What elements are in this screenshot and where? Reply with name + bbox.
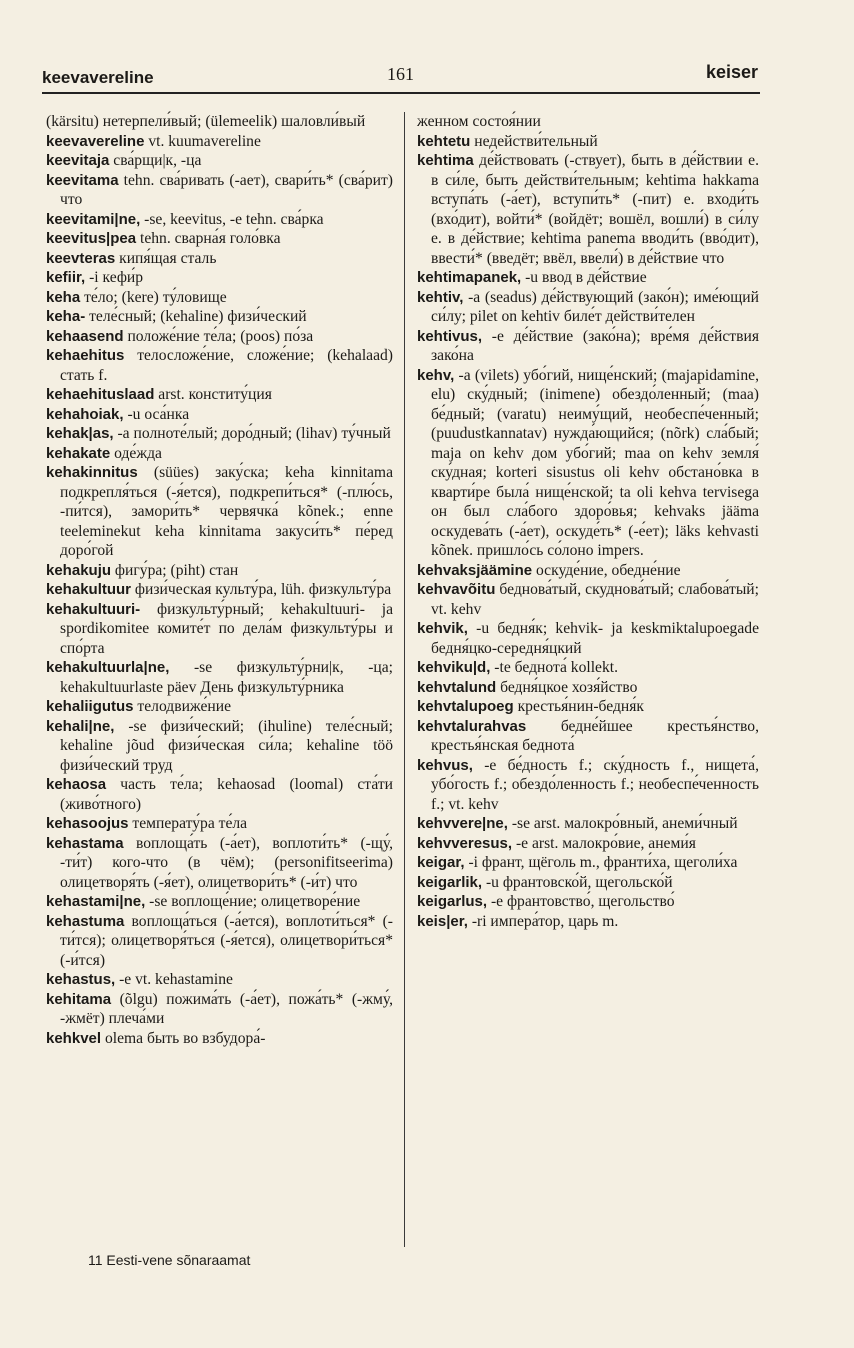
- headword: keevitami|ne,: [46, 210, 141, 228]
- headword: keigar,: [417, 854, 465, 871]
- headword: kehvavõitu: [417, 581, 496, 598]
- entry: kehkvel olema быть во взбудора́-: [46, 1029, 266, 1047]
- entry: kehvveresus, -e arst. малокро́вие, анеми́я: [417, 834, 696, 852]
- entry: keevitami|ne, -se, keevitus, -e tehn. сва́рка: [46, 210, 324, 228]
- headword: kehvaksjäämine: [417, 561, 533, 579]
- entry: keigarlik, -u франтовско́й, щегольско́й: [417, 873, 673, 891]
- entry: keha- теле́сный; (kehaline) физи́ческий: [46, 308, 307, 325]
- entry: женном состоя́нии: [417, 113, 541, 130]
- page-number: 161: [387, 64, 414, 84]
- entry: keevavereline vt. kuumavereline: [46, 132, 261, 150]
- headword: kehitama: [46, 990, 112, 1008]
- entry: keevitaja сва́рщи|к, -ца: [46, 152, 202, 169]
- headword: kehahoiak,: [46, 405, 124, 423]
- entry: keis|er, -ri импера́тор, царь m.: [417, 912, 619, 930]
- entry: kehitama (õlgu) пожима́ть (-а́ет), пожа́ть* (-жму́, -жмёт) плеча́ми: [46, 990, 393, 1027]
- headword: keigarlik,: [417, 873, 483, 891]
- entry: kehak|as, -a полноте́лый; доро́дный; (lihav) ту́чный: [46, 425, 391, 442]
- headword: kehaehituslaad: [46, 386, 155, 403]
- headword: keevteras: [46, 249, 116, 267]
- headword: kehvtalurahvas: [417, 717, 527, 735]
- entry: kehastuma воплоща́ться (-а́ется), воплоти́ться* (-ти́тся); олицетворя́ться (-я́ется), олицетвори́ться* (-и́тся): [46, 912, 393, 969]
- headword: keha-: [46, 308, 86, 325]
- entry: kehvus, -e бе́дность f.; ску́дность f., нищета́, убо́гость f.; обездо́ленность f.; необеспе́ченность f.; vt. kehv: [417, 756, 759, 813]
- entry: kehvik, -u бедня́к; kehvik- ja keskmiktalupoegade бедня́цко-середня́цкий: [417, 620, 759, 657]
- headword: kehvus,: [417, 756, 473, 774]
- headword: kehvtalupoeg: [417, 698, 514, 715]
- headword: keevitama: [46, 171, 119, 189]
- headword: kehviku|d,: [417, 659, 491, 676]
- entry: kehakate оде́жда: [46, 444, 162, 462]
- headword: kehakate: [46, 444, 111, 462]
- left-column: [46, 112, 393, 1048]
- page-footer: 11 Eesti-vene sõnaraamat: [88, 1252, 251, 1268]
- entry: kehahoiak, -u оса́нка: [46, 405, 190, 423]
- entry: kehakultuuri- физкульту́рный; kehakultuuri- ja spordikomitee комите́т по дела́м физкульту́ры и спо́рта: [46, 600, 393, 657]
- headword: kehvtalund: [417, 678, 497, 696]
- headword: keevitaja: [46, 152, 110, 169]
- headword: kehvvere|ne,: [417, 815, 508, 832]
- entry: kehtiv, -a (seadus) де́йствующий (зако́н); име́ющий си́лу; pilet on kehtiv биле́т действи́телен: [417, 288, 759, 325]
- right-column: [417, 112, 759, 931]
- entry: keevteras кипя́щая сталь: [46, 249, 217, 267]
- headword: kehali|ne,: [46, 717, 115, 735]
- entry: kehastus, -e vt. kehastamine: [46, 971, 233, 988]
- headword: kehv,: [417, 366, 455, 384]
- entry: kehvtalurahvas бедне́йшее крестья́нство, крестья́нская беднота́: [417, 717, 759, 754]
- headword: kehak|as,: [46, 425, 114, 442]
- entry: kehaosa часть те́ла; kehaosad (loomal) ста́ти (живо́тного): [46, 776, 393, 813]
- headword: kehastuma: [46, 912, 125, 930]
- entry: kehaliigutus телодвиже́ние: [46, 698, 232, 715]
- entry: keevitama tehn. сва́ривать (-ает), свари́ть* (сва́рит) что: [46, 171, 393, 208]
- headword: kehtetu: [417, 132, 471, 150]
- headword: kehtimapanek,: [417, 269, 522, 286]
- headword: kehakultuuri-: [46, 600, 141, 618]
- headword: kehasoojus: [46, 815, 129, 832]
- page-header: [42, 58, 760, 94]
- headword: kehastami|ne,: [46, 893, 146, 910]
- headword: kehvveresus,: [417, 834, 513, 852]
- entry: kehtimapanek, -u ввод в де́йствие: [417, 269, 647, 286]
- headword: keigarlus,: [417, 893, 488, 910]
- headword: kehtima: [417, 152, 474, 169]
- entry: kehastami|ne, -se воплоще́ние; олицетворе́ние: [46, 893, 361, 910]
- entry: kehakinnitus (süües) заку́ска; keha kinnitama подкрепля́ться (-я́ется), подкрепи́ться* (-плю́сь, -пи́тся), замори́ть* червячка́ kõnek.; enne teeleminekut keha kinnitama закуси́ть* пе́ред доро́гой: [46, 464, 393, 559]
- entry: kehakultuur физи́ческая культу́ра, lüh. физкульту́ра: [46, 581, 392, 598]
- headword: kefiir,: [46, 269, 86, 286]
- entry: keigarlus, -e франтовство́, щегольство́: [417, 893, 675, 910]
- headword: kehaosa: [46, 776, 107, 793]
- headword: kehkvel: [46, 1029, 102, 1047]
- entry: kehaasend положе́ние те́ла; (poos) по́за: [46, 327, 314, 345]
- column-divider: [404, 112, 405, 1247]
- entry: kehaehituslaad arst. конститу́ция: [46, 386, 272, 403]
- entry: kehvtalund бедня́цкое хозя́йство: [417, 678, 638, 696]
- entry: (kärsitu) нетерпели́вый; (ülemeelik) шаловли́вый: [46, 113, 366, 130]
- entry: kehakuju фигу́ра; (piht) стан: [46, 561, 239, 579]
- headword: kehastus,: [46, 971, 116, 988]
- headword: kehakultuurla|ne,: [46, 659, 170, 676]
- entry: keha те́ло; (kere) ту́ловище: [46, 288, 227, 306]
- headword: kehakultuur: [46, 581, 132, 598]
- entry: kehviku|d, -te беднота́ kollekt.: [417, 659, 618, 676]
- headword: keevavereline: [46, 132, 145, 150]
- headword: kehtivus,: [417, 327, 483, 345]
- entry: kehastama воплоща́ть (-а́ет), воплоти́ть* (-щу́, -ти́т) кого-что (в чём); (personifitseerima) олицетворя́ть (-я́ет), олицетвори́ть* (-и́т) что: [46, 834, 393, 891]
- entry: kehvavõitu беднова́тый, скуднова́тый; слабова́тый; vt. kehv: [417, 581, 759, 618]
- entry: keigar, -i франт, щёголь m., франти́ха, щеголи́ха: [417, 854, 738, 871]
- entry: kehali|ne, -se физи́ческий; (ihuline) теле́сный; kehaline jõud физи́ческая си́ла; kehaline töö физи́ческий труд: [46, 717, 393, 774]
- headword: kehtiv,: [417, 288, 464, 306]
- entry: kehv, -a (vilets) убо́гий, нище́нский; (majapidamine, elu) ску́дный; (inimene) обездо́ленный; (maa) бе́дный; (varatu) неиму́щий, необеспе́ченный; (puudustkannatav) нужда́ющийся; (nõrk) сла́бый; maja on kehv дом убо́гий; maa on kehv земля́ ску́дная; korteri sisustus oli kehv обстано́вка в кварти́ре была́ нище́нской; ta oli kehva tervisega он был сла́бого здоро́вья; kehvaks jääma оскудева́ть (-а́ет), оскуде́ть* (-е́ет); läks kehvasti kõnek. пришло́сь со́лоно impers.: [417, 366, 759, 559]
- entry: keevitus|pea tehn. сварна́я голо́вка: [46, 230, 281, 247]
- entry: kehvtalupoeg крестья́нин-бедня́к: [417, 698, 644, 715]
- entry: kefiir, -i кефи́р: [46, 269, 144, 286]
- headword: kehvik,: [417, 620, 468, 637]
- entry: kehvaksjäämine оскуде́ние, обедне́ние: [417, 561, 681, 579]
- headword: kehakinnitus: [46, 464, 138, 481]
- headword: kehaliigutus: [46, 698, 134, 715]
- header-right-guideword: keiser: [705, 62, 758, 82]
- entry: kehtivus, -e де́йствие (зако́на); вре́мя де́йствия зако́на: [417, 327, 759, 364]
- headword: keha: [46, 288, 81, 306]
- entry: kehvvere|ne, -se arst. малокро́вный, анеми́чный: [417, 815, 738, 832]
- headword: kehastama: [46, 834, 124, 852]
- entry: kehtetu недействи́тельный: [417, 132, 598, 150]
- entry: kehasoojus температу́ра те́ла: [46, 815, 248, 832]
- entry: kehtima де́йствовать (-ствует), быть в де́йствии e. в си́ле, быть действи́тельным; kehtima hakkama вступа́ть (-а́ет), вступи́ть* (-пит) e. входи́ть (вхо́дит), войти́* (войдёт; вошёл, вошли́) в си́лу e. в де́йствие; kehtima panema вводи́ть (вво́дит), ввести́* (введёт; ввёл, ввели́) в де́йствие что: [417, 152, 759, 267]
- entry: kehakultuurla|ne, -se физкульту́рни|к, -ца; kehakultuurlaste päev День физкульту́рника: [46, 659, 393, 696]
- entry: kehaehitus телосложе́ние, сложе́ние; (kehalaad) стать f.: [46, 347, 393, 384]
- headword: kehakuju: [46, 561, 112, 579]
- header-left-guideword: keevavereline: [42, 68, 154, 87]
- headword: kehaasend: [46, 327, 124, 345]
- headword: kehaehitus: [46, 347, 125, 364]
- headword: keis|er,: [417, 912, 468, 930]
- headword: keevitus|pea: [46, 230, 137, 247]
